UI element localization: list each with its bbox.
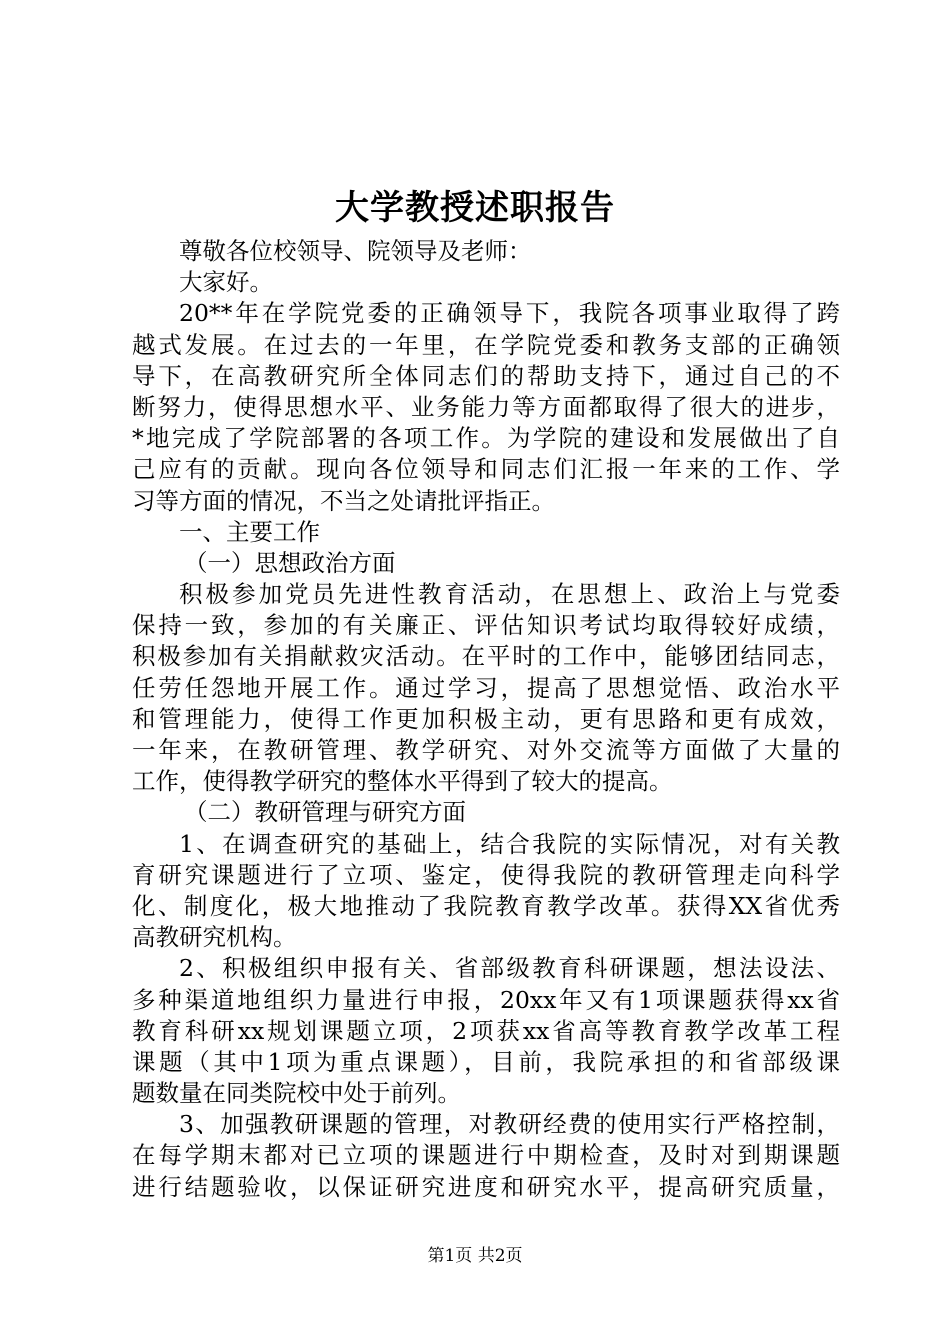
paragraph-line: 导下，在高教研究所全体同志们的帮助支持下，通过自己的不 [132, 361, 840, 390]
paragraph-line: 2、积极组织申报有关、省部级教育科研课题，想法设法、 [179, 954, 840, 983]
document-body [132, 236, 840, 1203]
paragraph-line: 习等方面的情况，不当之处请批评指正。 [132, 486, 555, 515]
paragraph-line: 育研究课题进行了立项、鉴定，使得我院的教研管理走向科学 [132, 860, 840, 889]
salutation-line: 尊敬各位校领导、院领导及老师： [179, 237, 532, 265]
paragraph-line: 工作，使得教学研究的整体水平得到了较大的提高。 [132, 767, 673, 796]
paragraph-line: 20**年在学院党委的正确领导下，我院各项事业取得了跨 [179, 299, 840, 328]
paragraph-line: 和管理能力，使得工作更加积极主动，更有思路和更有成效， [132, 704, 840, 733]
subsection-heading: （一）思想政治方面 [184, 548, 396, 577]
paragraph-line: 任劳任怨地开展工作。通过学习，提高了思想觉悟、政治水平 [132, 673, 840, 702]
paragraph-line: 一年来，在教研管理、教学研究、对外交流等方面做了大量的 [132, 736, 840, 764]
paragraph-line: 断努力，使得思想水平、业务能力等方面都取得了很大的进步， [132, 392, 840, 421]
greeting-line: 大家好。 [179, 268, 273, 297]
paragraph-line: 积极参加有关捐献救灾活动。在平时的工作中，能够团结同志， [132, 642, 840, 671]
paragraph-line: *地完成了学院部署的各项工作。为学院的建设和发展做出了自 [132, 424, 840, 453]
paragraph-line: 积极参加党员先进性教育活动，在思想上、政治上与党委 [179, 580, 840, 609]
page-footer: 第1页 共2页 [427, 1246, 523, 1266]
paragraph-line: 1、在调查研究的基础上，结合我院的实际情况，对有关教 [179, 829, 840, 858]
paragraph-line: 进行结题验收，以保证研究进度和研究水平，提高研究质量， [132, 1172, 840, 1201]
paragraph-line: 题数量在同类院校中处于前列。 [132, 1079, 461, 1108]
paragraph-line: 3、加强教研课题的管理，对教研经费的使用实行严格控制， [179, 1110, 840, 1139]
paragraph-line: 保持一致，参加的有关廉正、评估知识考试均取得较好成绩， [132, 611, 840, 640]
document-title: 大学教授述职报告 [335, 188, 615, 228]
subsection-heading: （二）教研管理与研究方面 [184, 798, 466, 827]
paragraph-line: 在每学期末都对已立项的课题进行中期检查，及时对到期课题 [132, 1141, 840, 1170]
paragraph-line: 越式发展。在过去的一年里，在学院党委和教务支部的正确领 [132, 330, 840, 359]
paragraph-line: 多种渠道地组织力量进行申报，20xx年又有1项课题获得xx省 [132, 985, 840, 1014]
paragraph-line: 高教研究机构。 [132, 923, 297, 952]
paragraph-line: 教育科研xx规划课题立项，2项获xx省高等教育教学改革工程 [132, 1016, 840, 1045]
paragraph-line: 己应有的贡献。现向各位领导和同志们汇报一年来的工作、学 [132, 455, 840, 484]
paragraph-line: 课题（其中1项为重点课题），目前，我院承担的和省部级课 [132, 1047, 840, 1076]
paragraph-line: 化、制度化，极大地推动了我院教育教学改革。获得XX省优秀 [132, 891, 840, 920]
section-heading: 一、主要工作 [179, 517, 320, 546]
